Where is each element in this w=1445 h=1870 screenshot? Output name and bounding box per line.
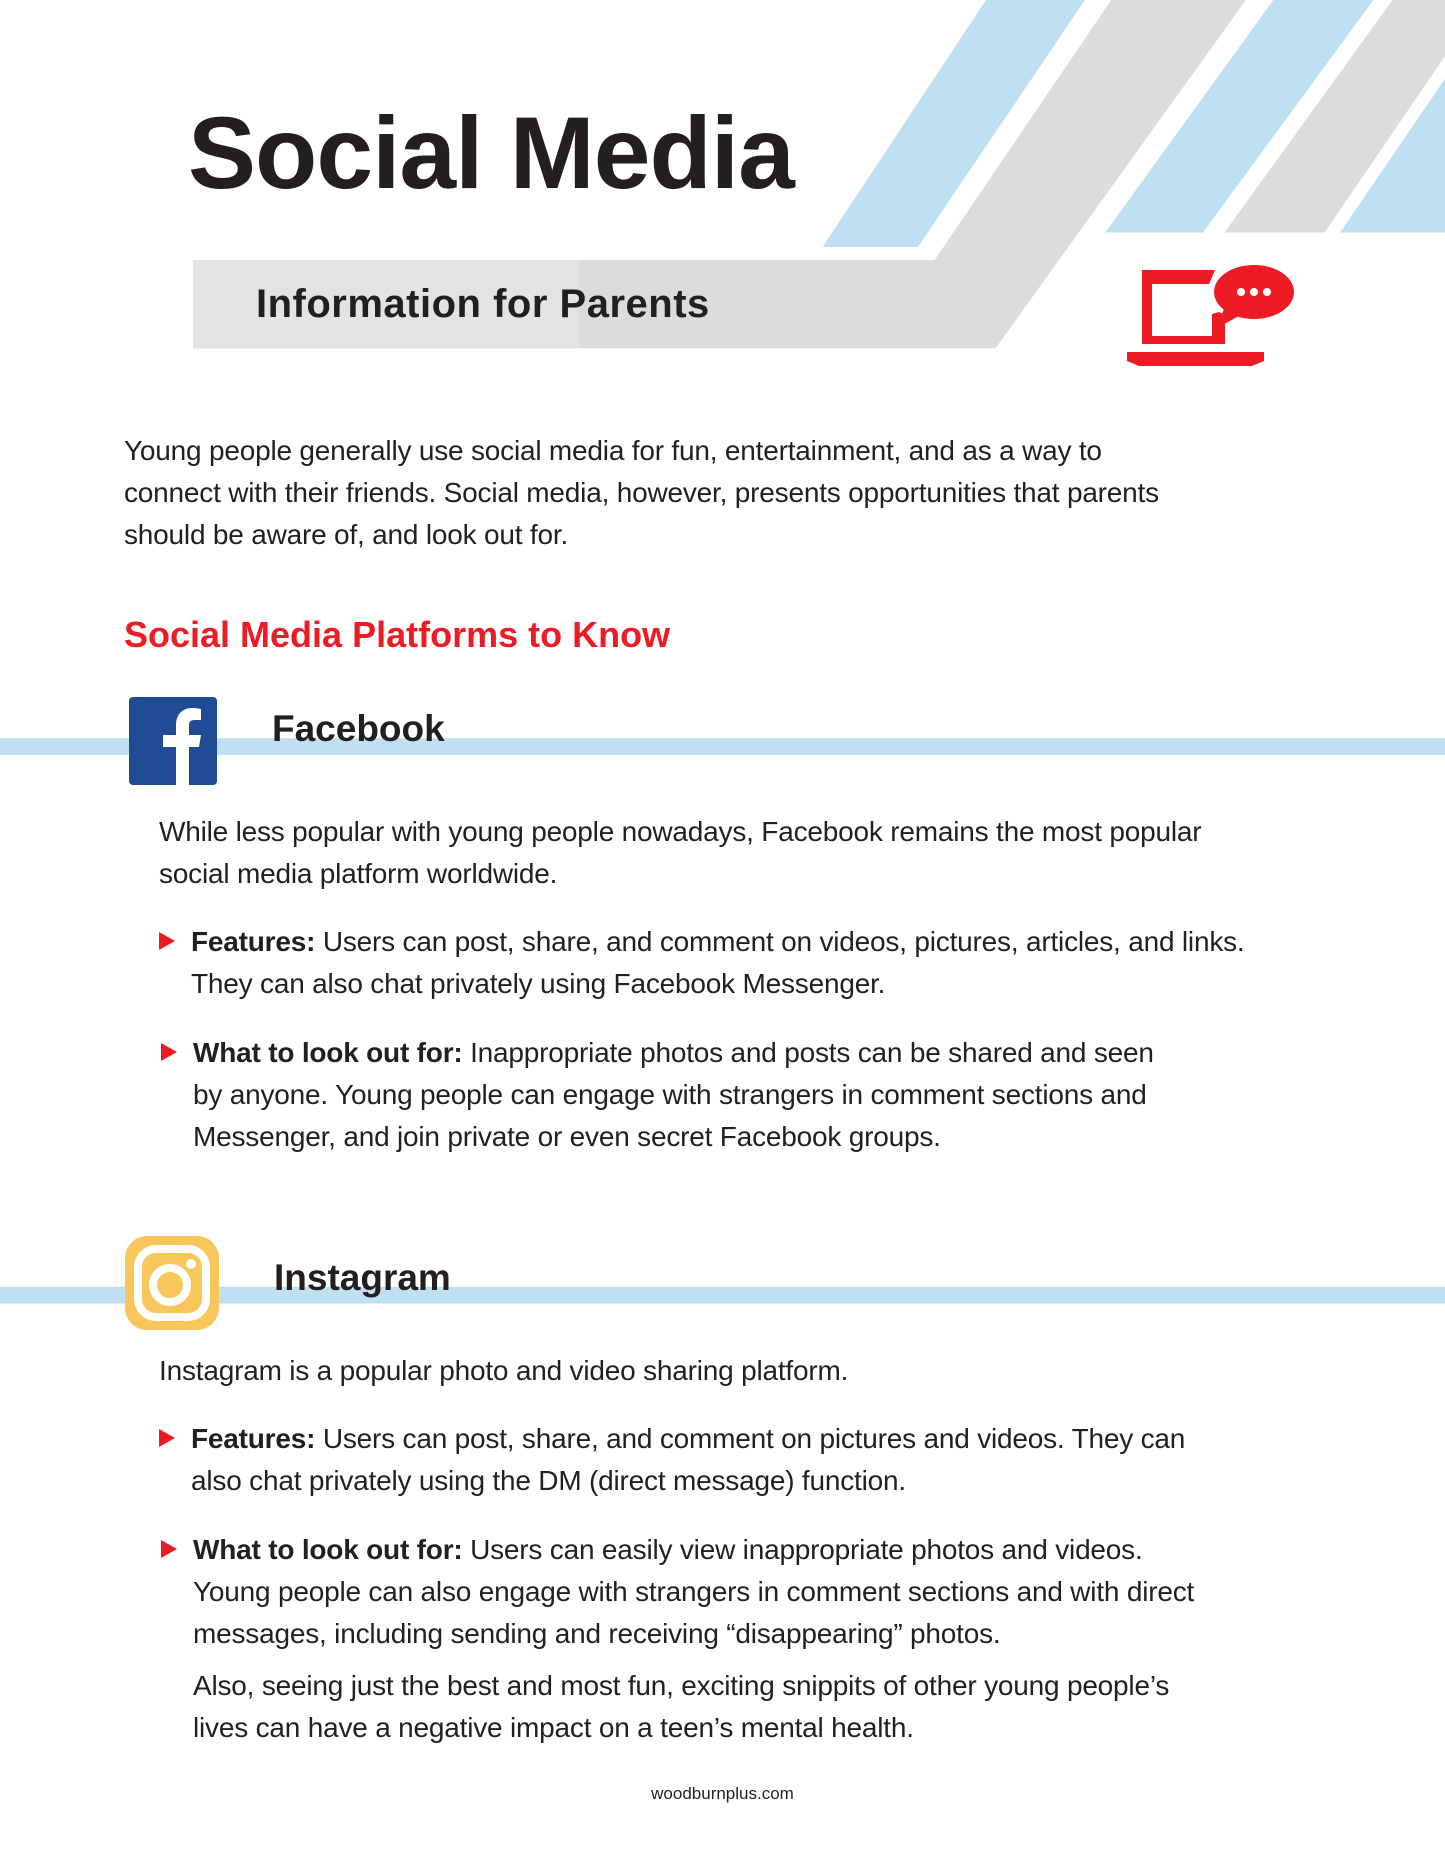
text-line: Inappropriate photos and posts can be shared and seen bbox=[462, 1037, 1154, 1068]
text-line: They can also chat privately using Facebook Messenger. bbox=[191, 968, 886, 999]
text-line: Young people can also engage with strangers in comment sections and with direct bbox=[193, 1576, 1195, 1607]
text-line: Users can easily view inappropriate photos and videos. bbox=[462, 1534, 1143, 1565]
text-line: Users can post, share, and comment on videos, pictures, articles, and links. bbox=[315, 926, 1245, 957]
section-heading: Social Media Platforms to Know bbox=[124, 614, 671, 655]
text-line: Users can post, share, and comment on pictures and videos. They can bbox=[315, 1423, 1186, 1454]
text-line: also chat privately using the DM (direct message) function. bbox=[191, 1465, 906, 1496]
bullet-triangle-icon bbox=[159, 932, 175, 950]
intro-line: connect with their friends. Social media, however, presents opportunities that parents bbox=[124, 477, 1159, 508]
text-line: social media platform worldwide. bbox=[159, 858, 558, 889]
bullet-label: Features: bbox=[191, 926, 316, 957]
bullet-label: What to look out for: bbox=[193, 1037, 463, 1068]
footer-url: woodburnplus.com bbox=[651, 1784, 794, 1803]
facebook-title: Facebook bbox=[272, 708, 445, 749]
text-line: Messenger, and join private or even secret Facebook groups. bbox=[193, 1121, 941, 1152]
text-line: by anyone. Young people can engage with strangers in comment sections and bbox=[193, 1079, 1147, 1110]
instagram-icon bbox=[125, 1236, 219, 1330]
text-line: Also, seeing just the best and most fun, exciting snippits of other young people’s bbox=[193, 1670, 1170, 1701]
instagram-features-bullet bbox=[191, 1418, 1185, 1502]
facebook-description bbox=[159, 811, 1201, 895]
text-line: Instagram is a popular photo and video sharing platform. bbox=[159, 1355, 849, 1386]
bullet-triangle-icon bbox=[161, 1043, 177, 1061]
intro-line: should be aware of, and look out for. bbox=[124, 519, 569, 550]
bullet-label: Features: bbox=[191, 1423, 316, 1454]
page-subtitle: Information for Parents bbox=[256, 282, 710, 326]
page-title: Social Media bbox=[188, 96, 794, 210]
facebook-features-bullet bbox=[191, 921, 1245, 1005]
instagram-description bbox=[159, 1350, 848, 1392]
intro-paragraph bbox=[124, 430, 1159, 556]
bullet-label: What to look out for: bbox=[193, 1534, 463, 1565]
bullet-triangle-icon bbox=[161, 1540, 177, 1558]
instagram-title: Instagram bbox=[274, 1257, 451, 1298]
intro-line: Young people generally use social media for fun, entertainment, and as a way to bbox=[124, 435, 1102, 466]
laptop-chat-icon bbox=[1127, 262, 1297, 366]
facebook-icon bbox=[129, 697, 217, 785]
text-line: lives can have a negative impact on a teen’s mental health. bbox=[193, 1712, 914, 1743]
facebook-lookout-bullet bbox=[193, 1032, 1154, 1158]
text-line: While less popular with young people nowadays, Facebook remains the most popular bbox=[159, 816, 1202, 847]
instagram-lookout-bullet bbox=[193, 1529, 1194, 1749]
bullet-triangle-icon bbox=[159, 1429, 175, 1447]
text-line: messages, including sending and receiving “disappearing” photos. bbox=[193, 1618, 1001, 1649]
